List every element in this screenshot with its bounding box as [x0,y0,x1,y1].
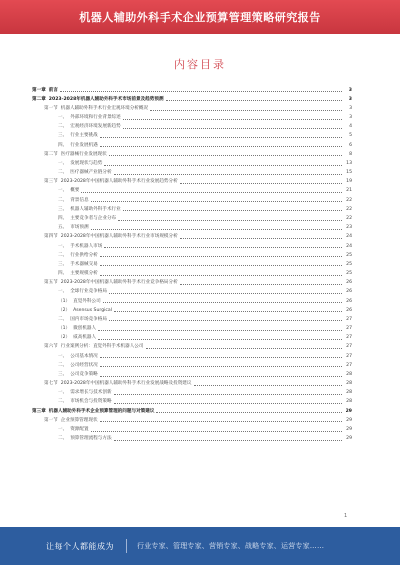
toc-entry-text: 医疗器械行业发展现状 [60,151,107,157]
toc-dot-leader [104,247,342,248]
toc-entry[interactable] [32,93,352,102]
toc-dot-leader [60,91,342,92]
footer-slogan: 让每个人都能成为 [46,541,114,551]
toc-entry-page: 27 [346,316,352,322]
toc-entry[interactable] [32,295,352,304]
page-number: 1 [344,513,348,519]
toc-entry[interactable] [32,313,352,322]
toc-entry-text: 外部环境和行业背景综述 [70,115,121,121]
toc-entry[interactable] [32,414,352,423]
toc-entry-text: 预算管理流程与方法 [70,436,112,442]
toc-entry[interactable] [32,194,352,203]
toc-dot-leader [98,330,342,331]
toc-entry-page: 29 [346,417,352,423]
toc-entry-number: 二、 [58,399,68,405]
toc-entry[interactable] [32,176,352,185]
toc-entry-page: 27 [346,344,352,350]
toc-entry-number: 一、 [58,243,68,249]
toc-entry-text: 手术机器人市场 [70,243,103,249]
toc-dot-leader [100,137,342,138]
toc-entry-number: 五、 [58,225,68,231]
toc-entry-page: 28 [346,390,352,396]
toc-entry-number: 二、 [58,124,68,130]
toc-entry-number: 第一章 [32,87,46,93]
toc-dot-leader [100,366,342,367]
toc-entry-page: 24 [346,243,352,249]
toc-entry-page: 6 [349,142,352,148]
toc-dot-leader [180,183,342,184]
toc-entry-text: 宏观经济环境发展新趋势 [70,124,121,130]
toc-entry-page: 5 [349,133,352,139]
toc-entry-number: 二、 [58,436,68,442]
toc-entry[interactable] [32,387,352,396]
toc-entry[interactable] [32,112,352,121]
toc-entry-text: 行业发展机遇 [70,142,98,148]
toc-entry-number: 二、 [58,170,68,176]
toc-entry-text: 行业主要挑战 [70,133,98,139]
toc-dot-leader [114,440,342,441]
toc-entry-number: 三、 [58,206,68,212]
toc-entry-text: 机器人辅助外科手术行业 [70,206,121,212]
toc-entry[interactable] [32,130,352,139]
toc-entry-number: 四、 [58,271,68,277]
toc-entry-number: 第五节 [44,280,58,286]
toc-entry-number: （2） [58,335,71,341]
toc-entry-number: 一、 [58,188,68,194]
toc-entry-number: 四、 [58,215,68,221]
toc-dot-leader [146,348,343,349]
toc-entry[interactable] [32,378,352,387]
toc-entry-number: （1） [58,298,71,304]
toc-entry-text: 国内市场竞争格局 [70,316,107,322]
toc-entry-page: 28 [346,399,352,405]
toc-entry-page: 27 [346,353,352,359]
toc-entry-text: 机器人辅助外科手术企业预算管理的问题与对策建议 [48,408,155,414]
toc-entry-text: 企业预算管理现状 [60,417,98,423]
toc-entry-number: 三、 [58,261,68,267]
toc-dot-leader [104,165,342,166]
toc-entry[interactable] [32,332,352,341]
toc-entry-page: 25 [346,261,352,267]
toc-entry-page: 3 [349,105,352,111]
toc-entry-page: 25 [346,252,352,258]
toc-entry[interactable] [32,121,352,130]
toc-entry-page: 24 [346,234,352,240]
toc-dot-leader [123,210,342,211]
toc-entry[interactable] [32,359,352,368]
toc-dot-leader [100,275,342,276]
toc-entry-text: 背景信息 [70,197,89,203]
toc-dot-leader [109,293,342,294]
toc-heading: 内容目录 [174,58,226,71]
toc-entry-text: 2023-2028年中国机器人辅助外科手术行业竞争格局分析 [60,280,178,286]
toc-entry-text: 机器人辅助外科手术行业宏观环境分析概况 [60,105,149,111]
report-header-banner [0,0,400,34]
toc-entry-text: 市场预测 [70,225,89,231]
toc-entry-text: 2023-2028年中国机器人辅助外科手术行业发展战略及投资建议 [60,381,192,387]
toc-entry-page: 4 [349,124,352,130]
toc-dot-leader [109,320,342,321]
toc-entry-number: 第三节 [44,179,58,185]
toc-entry-number: 第七节 [44,381,58,387]
toc-entry[interactable] [32,423,352,432]
toc-entry[interactable] [32,433,352,442]
toc-entry-text: 资源配置 [70,426,89,432]
toc-entry-text: 需求增长与技术创新 [70,390,112,396]
toc-dot-leader [91,201,342,202]
toc-entry-page: 22 [346,197,352,203]
toc-entry-number: 第四节 [44,234,58,240]
toc-entry-number: （2） [58,307,71,313]
toc-entry-page: 13 [346,160,352,166]
toc-entry-text: 威高机器人 [73,335,97,341]
toc-entry-text: 2023-2028年中国机器人辅助外科手术行业市场规模分析 [60,234,178,240]
toc-dot-leader [180,284,342,285]
toc-entry-number: 一、 [58,426,68,432]
toc-entry-number: 一、 [58,160,68,166]
toc-entry-page: 29 [346,426,352,432]
toc-entry[interactable] [32,231,352,240]
toc-entry[interactable] [32,84,352,93]
toc-entry-number: 第二节 [44,151,58,157]
toc-entry-text: 公司经营状况 [70,362,98,368]
toc-entry-page: 28 [346,381,352,387]
toc-dot-leader [114,311,342,312]
toc-entry-text: 2023-2028年中国机器人辅助外科手术行业发展趋势分析 [60,179,178,185]
toc-dot-leader [114,394,342,395]
toc-entry[interactable] [32,157,352,166]
toc-dot-leader [100,357,342,358]
toc-entry-page: 28 [346,371,352,377]
toc-entry[interactable] [32,304,352,313]
toc-entry-text: 发展现状与趋势 [70,160,103,166]
toc-entry-number: 第一节 [44,105,58,111]
toc-entry[interactable] [32,185,352,194]
toc-entry-page: 27 [346,335,352,341]
toc-entry-page: 27 [346,362,352,368]
table-of-contents [32,84,352,442]
toc-entry[interactable] [32,277,352,286]
toc-dot-leader [81,192,342,193]
toc-entry-text: 直觉外科公司 [73,298,101,304]
toc-entry[interactable] [32,203,352,212]
footer-banner [0,527,400,565]
toc-entry-text: 市场机会与投资策略 [70,399,112,405]
toc-dot-leader [91,229,342,230]
toc-entry-page: 29 [345,408,352,414]
toc-entry-text: 微创机器人 [73,326,97,332]
toc-dot-leader [100,421,342,422]
toc-entry[interactable] [32,102,352,111]
toc-entry-page: 26 [346,307,352,313]
toc-entry-text: 主要竞争者与企业分布 [70,215,117,221]
toc-entry[interactable] [32,368,352,377]
toc-entry-text: 主要规模分析 [70,271,98,277]
toc-entry-text: Asensus Surgical [73,307,113,313]
toc-entry-page: 3 [349,115,352,121]
toc-entry-number: 一、 [58,289,68,295]
toc-entry[interactable] [32,222,352,231]
toc-entry[interactable] [32,240,352,249]
toc-dot-leader [114,174,342,175]
toc-entry-number: 一、 [58,353,68,359]
toc-entry[interactable] [32,341,352,350]
toc-entry[interactable] [32,167,352,176]
toc-entry-number: 二、 [58,197,68,203]
toc-entry-page: 19 [346,179,352,185]
toc-entry-text: 概要 [70,188,80,194]
toc-entry-page: 26 [346,280,352,286]
toc-entry[interactable] [32,267,352,276]
toc-dot-leader [91,431,342,432]
toc-entry-page: 15 [346,170,352,176]
footer-divider [126,539,127,553]
toc-entry-number: 三、 [58,371,68,377]
toc-entry-page: 21 [346,188,352,194]
toc-dot-leader [100,256,342,257]
toc-entry[interactable] [32,396,352,405]
toc-entry-number: （1） [58,326,71,332]
toc-entry-number: 四、 [58,142,68,148]
toc-entry[interactable] [32,322,352,331]
toc-entry-page: 23 [346,225,352,231]
toc-dot-leader [180,238,342,239]
toc-entry-number: 一、 [58,390,68,396]
toc-entry[interactable] [32,258,352,267]
toc-entry-text: 前言 [48,87,58,93]
toc-entry-page: 22 [346,215,352,221]
toc-entry-number: 第三章 [32,408,46,414]
toc-entry-text: 行业供给分析 [70,252,98,258]
toc-entry[interactable] [32,286,352,295]
toc-entry[interactable] [32,139,352,148]
toc-entry-page: 25 [346,271,352,277]
toc-entry[interactable] [32,405,352,414]
toc-entry-number: 三、 [58,133,68,139]
toc-entry-page: 27 [346,326,352,332]
toc-dot-leader [103,302,342,303]
toc-entry-page: 22 [346,206,352,212]
report-title: 机器人辅助外科手术企业预算管理策略研究报告 [79,11,321,24]
toc-entry-text: 公司基本情况 [70,353,98,359]
toc-entry-number: 第六节 [44,344,58,350]
toc-entry-page: 26 [346,289,352,295]
toc-entry[interactable] [32,249,352,258]
toc-entry-number: 第二章 [32,96,46,102]
toc-dot-leader [166,100,342,101]
toc-entry-text: 全球行业竞争格局 [70,289,107,295]
toc-entry-text: 医疗器械产业链分析 [70,170,112,176]
toc-dot-leader [100,146,342,147]
toc-dot-leader [156,412,342,413]
toc-dot-leader [98,339,342,340]
toc-entry-number: 第一节 [44,417,58,423]
footer-tagline: 行业专家、管理专家、营销专家、战略专家、运营专家…… [137,542,325,550]
toc-dot-leader [118,220,342,221]
toc-entry-number: 二、 [58,316,68,322]
toc-dot-leader [123,128,342,129]
toc-dot-leader [100,376,342,377]
toc-entry-page: 26 [346,298,352,304]
toc-entry[interactable] [32,148,352,157]
toc-dot-leader [109,155,342,156]
toc-dot-leader [150,110,342,111]
toc-entry-page: 8 [349,151,352,157]
toc-dot-leader [114,403,342,404]
toc-entry[interactable] [32,212,352,221]
toc-entry-text: 2023-2028年机器人辅助外科手术市场前景及趋势预测 [48,96,164,102]
toc-dot-leader [194,385,343,386]
toc-dot-leader [100,265,342,266]
toc-entry-page: 3 [348,96,352,102]
toc-entry-text: 公司竞争策略 [70,371,98,377]
toc-entry[interactable] [32,350,352,359]
toc-entry-number: 二、 [58,252,68,258]
toc-entry-page: 29 [346,436,352,442]
toc-entry-page: 3 [348,87,352,93]
toc-entry-number: 二、 [58,362,68,368]
toc-entry-number: 一、 [58,115,68,121]
toc-entry-text: 手术器械交易 [70,261,98,267]
toc-dot-leader [123,119,342,120]
toc-entry-text: 行业案例分析：直觉外科手术机器人公司 [60,344,144,350]
